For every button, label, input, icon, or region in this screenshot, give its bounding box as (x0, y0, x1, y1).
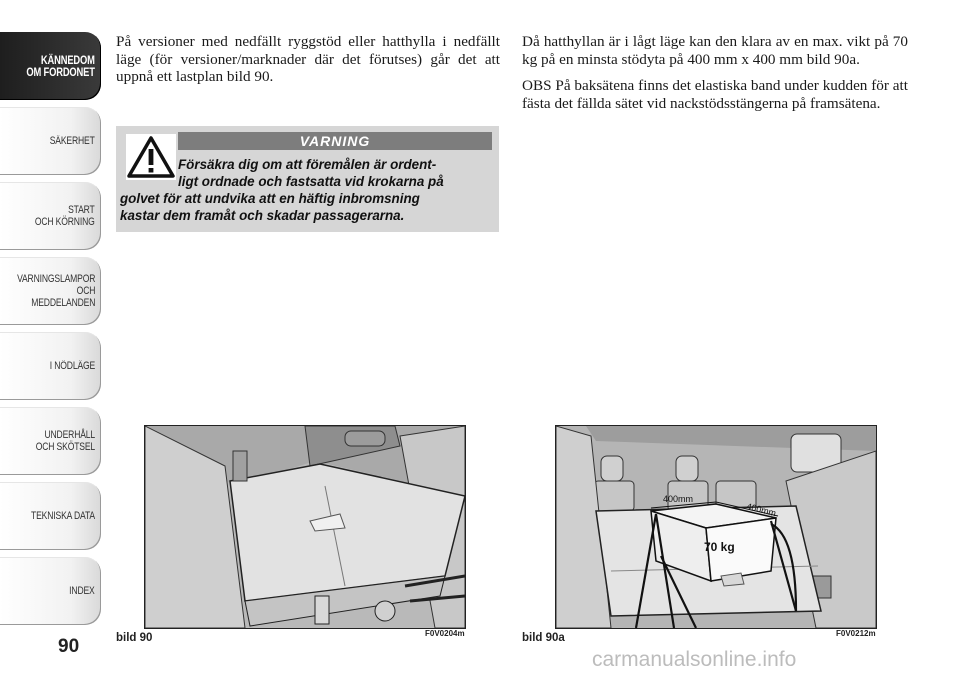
figure-90a-caption: bild 90a (522, 632, 565, 644)
page-number: 90 (58, 636, 80, 657)
tab-start-och-korning[interactable]: START OCH KÖRNING (0, 182, 101, 250)
dimension-400mm-1: 400mm (663, 494, 694, 504)
tab-varningslampor[interactable]: VARNINGSLAMPOR OCH MEDDELANDEN (0, 257, 101, 325)
dimension-400mm-2: 400mm (745, 501, 778, 519)
tab-i-nodlage[interactable]: I NÖDLÄGE (0, 332, 101, 400)
left-column (116, 33, 500, 95)
body-paragraph: På versioner med nedfällt ryggstöd eller hatthylla i nedfällt läge (för versioner/marknader där det förutses) går det att uppnå ett lastplan bild 90. (116, 33, 500, 85)
warning-box (116, 126, 499, 232)
watermark: carmanualsonline.info (592, 648, 797, 671)
cargo-floor-illustration (145, 426, 465, 628)
tab-sakerhet[interactable]: SÄKERHET (0, 107, 101, 175)
right-column (522, 33, 908, 121)
tab-underhall[interactable]: UNDERHÅLL OCH SKÖTSEL (0, 407, 101, 475)
warning-title: VARNING (178, 132, 492, 150)
tab-kannedom-om-fordonet[interactable]: KÄNNEDOM OM FORDONET (0, 32, 101, 100)
body-paragraph-2: OBS På baksätena finns det elastiska band under kudden för att fästa det fällda sätet vid nackstödsstängerna på framsätena. (522, 77, 908, 112)
body-paragraph-1: Då hatthyllan är i lågt läge kan den klara av en max. vikt på 70 kg på en minsta stödyta på 400 mm x 400 mm bild 90a. (522, 33, 908, 68)
figure-90a-code: F0V0212m (836, 629, 876, 638)
load-area-illustration (556, 426, 876, 628)
figure-90-caption: bild 90 (116, 632, 153, 644)
tab-index[interactable]: INDEX (0, 557, 101, 625)
figure-90-cargo-floor (144, 425, 466, 629)
warning-text: Försäkra dig om att föremålen är ordent- ligt ordnade och fastsatta vid krokarna på golvet för att undvika att en häftig inbromsning kastar dem framåt och skadar passagerarna. (120, 157, 444, 223)
weight-label: 70 kg (704, 540, 735, 554)
figure-90a-load-area (555, 425, 877, 629)
figure-90-code: F0V0204m (425, 629, 465, 638)
tab-tekniska-data[interactable]: TEKNISKA DATA (0, 482, 101, 550)
